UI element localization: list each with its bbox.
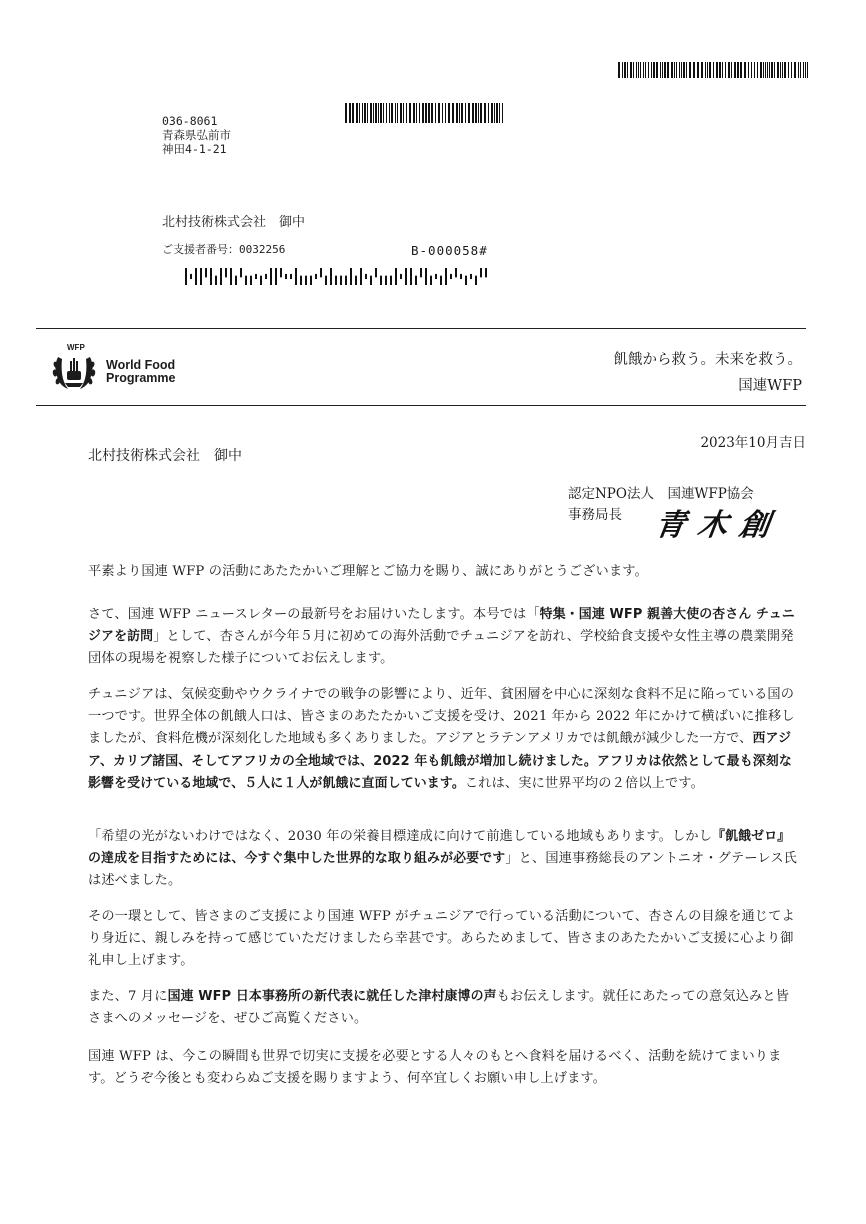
- barcode-bar: [359, 103, 360, 123]
- barcode-bar: [455, 268, 457, 277]
- barcode-bar: [400, 103, 402, 123]
- barcode-bar: [255, 274, 257, 279]
- barcode-bar: [470, 274, 472, 279]
- header-top-rule: [36, 328, 806, 329]
- barcode-bar: [767, 62, 768, 78]
- barcode-bar: [435, 274, 437, 279]
- barcode-bar: [774, 62, 775, 78]
- barcode-bar: [769, 62, 770, 78]
- barcode-bar: [705, 62, 706, 78]
- barcode-bar: [415, 276, 417, 285]
- barcode-bar: [431, 103, 433, 123]
- barcode-bar: [375, 103, 377, 123]
- barcode-bar: [800, 62, 801, 78]
- barcode-bar: [260, 276, 262, 285]
- barcode-bar: [484, 103, 486, 123]
- barcode-bar: [803, 62, 804, 78]
- barcode-bar: [648, 62, 649, 78]
- barcode-bar: [784, 62, 786, 78]
- barcode-bar: [409, 103, 411, 123]
- barcode-bar: [459, 103, 460, 123]
- barcode-bar: [728, 62, 730, 78]
- barcode-bar: [502, 103, 503, 123]
- body-segment: さて、国連 WFP ニュースレターの最新号をお届けいたします。本号では「: [88, 607, 540, 622]
- sender-organization: 認定NPO法人 国連WFP協会: [568, 486, 754, 502]
- barcode-bar: [465, 276, 467, 285]
- barcode-bar: [325, 276, 327, 285]
- barcode-bar: [618, 62, 620, 78]
- barcode-bar: [340, 276, 342, 285]
- customer-barcode: [185, 268, 488, 285]
- barcode-bar: [225, 268, 227, 277]
- postal-address: [162, 114, 231, 156]
- barcode-bar: [365, 274, 367, 279]
- barcode-bar: [716, 62, 718, 78]
- barcode-bar: [683, 62, 685, 78]
- barcode-bar: [788, 62, 789, 78]
- barcode-bar: [633, 62, 634, 78]
- barcode-bar: [771, 62, 773, 78]
- barcode-bar: [719, 62, 721, 78]
- paragraph-6: [88, 986, 802, 1030]
- barcode-bar: [480, 268, 482, 277]
- barcode-bar: [413, 103, 415, 123]
- barcode-bar: [760, 62, 762, 78]
- barcode-bar: [643, 62, 644, 78]
- barcode-bar: [475, 276, 477, 285]
- barcode-bar: [468, 103, 470, 123]
- postal-code: 036-8061: [162, 114, 218, 128]
- barcode-bar: [280, 268, 282, 277]
- paragraph-4: [88, 826, 802, 893]
- barcode-bar: [185, 268, 187, 285]
- barcode-bar: [494, 103, 495, 123]
- barcode-bar: [465, 103, 466, 123]
- barcode-bar: [765, 62, 766, 78]
- barcode-bar: [265, 274, 267, 279]
- barcode-bar: [754, 62, 755, 78]
- barcode-bar: [378, 103, 379, 123]
- emphasis-text: 国連 WFP 日本事務所の新代表に就任した津村康博の声: [167, 989, 497, 1004]
- barcode-bar: [737, 62, 739, 78]
- barcode-bar: [370, 103, 372, 123]
- barcode-bar: [722, 62, 723, 78]
- barcode-bar: [430, 276, 432, 285]
- paragraph-5: [88, 906, 802, 973]
- barcode-bar: [496, 103, 498, 123]
- body-segment: これは、実に世界平均の２倍以上です。: [464, 775, 704, 791]
- mailing-recipient: 北村技術株式会社 御中: [162, 215, 306, 230]
- address-line-1: 青森県弘前市: [162, 128, 231, 142]
- barcode-bar: [622, 62, 623, 78]
- barcode-bar: [499, 103, 500, 123]
- paragraph-7: [88, 1046, 802, 1090]
- barcode-bar: [744, 62, 746, 78]
- barcode-bar: [734, 62, 736, 78]
- emphasis-text: 特集・国連 WFP 親善大使の杏さん チュニジアを訪問: [88, 607, 795, 645]
- barcode-bar: [385, 276, 387, 285]
- logo-acronym: WFP: [67, 343, 85, 352]
- barcode-bar: [653, 62, 655, 78]
- barcode-bar: [438, 103, 440, 123]
- body-segment: また、7 月に: [88, 989, 168, 1004]
- body-segment: 「希望の光がないわけではなく、2030 年の栄養目標達成に向けて前進している地域もあります。しかし: [88, 829, 713, 844]
- barcode-bar: [472, 103, 474, 123]
- barcode-bar: [350, 268, 352, 285]
- supporter-number-row: [162, 241, 285, 257]
- barcode-bar: [416, 103, 417, 123]
- header-bottom-rule: [36, 405, 806, 406]
- barcode-bar: [419, 103, 420, 123]
- body-segment: 国連 WFP は、今この瞬間も世界で切実に支援を必要とする人々のもとへ食料を届けるべく、活動を続けてまいります。どうぞ今後とも変わらぬご支援を賜りますよう、何卒宜しくお願い申し上げます。: [88, 1049, 782, 1087]
- barcode-bar: [751, 62, 752, 78]
- barcode-bar: [200, 268, 202, 285]
- barcode-bar: [460, 274, 462, 279]
- barcode-bar: [798, 62, 799, 78]
- barcode-bar: [701, 62, 703, 78]
- barcode-bar: [777, 62, 779, 78]
- barcode-bar: [362, 103, 363, 123]
- paragraph-3: [88, 684, 802, 795]
- barcode-bar: [440, 276, 442, 285]
- sender-title: 事務局長: [568, 507, 622, 523]
- barcode-bar: [480, 103, 482, 123]
- barcode-bar: [645, 62, 646, 78]
- barcode-bar: [305, 276, 307, 285]
- barcode-bar: [190, 274, 192, 279]
- supporter-number: 0032256: [239, 243, 286, 256]
- barcode-bar: [630, 62, 632, 78]
- barcode-bar: [405, 268, 407, 285]
- barcode-bar: [709, 62, 711, 78]
- barcode-bar: [285, 274, 287, 279]
- barcode-bar: [689, 62, 691, 78]
- signature: 青木創: [653, 508, 784, 543]
- barcode-bar: [390, 276, 392, 285]
- barcode-bar: [491, 103, 493, 123]
- barcode-bar: [230, 268, 232, 285]
- barcode-bar: [475, 103, 477, 123]
- barcode-bar: [425, 103, 427, 123]
- supporter-number-label: ご支援者番号：: [162, 243, 239, 256]
- barcode-bar: [367, 103, 368, 123]
- barcode-bar: [395, 268, 397, 285]
- barcode-bar: [373, 103, 374, 123]
- barcode-bar: [345, 276, 347, 285]
- barcode-bar: [662, 62, 663, 78]
- barcode-bar: [452, 103, 454, 123]
- barcode-bar: [624, 62, 626, 78]
- barcode-bar: [375, 268, 377, 277]
- barcode-bar: [780, 62, 781, 78]
- letter-date: 2023年10月吉日: [700, 435, 806, 451]
- barcode-bar: [664, 62, 666, 78]
- barcode-bar: [370, 276, 372, 285]
- barcode-bar: [731, 62, 732, 78]
- address-barcode: [345, 103, 505, 123]
- body-segment: もお伝えします。就任にあたっての意気込みと皆さまへのメッセージを、ぜひご高覧ください。: [88, 989, 790, 1027]
- barcode-bar: [240, 268, 242, 277]
- barcode-bar: [345, 103, 347, 123]
- wfp-logo: [48, 343, 188, 393]
- barcode-bar: [763, 62, 764, 78]
- barcode-bar: [364, 103, 366, 123]
- barcode-bar: [295, 268, 297, 285]
- barcode-bar: [725, 62, 726, 78]
- barcode-bar: [485, 268, 487, 277]
- barcode-bar: [435, 103, 436, 123]
- barcode-bar: [250, 276, 252, 285]
- barcode-bar: [428, 103, 430, 123]
- barcode-bar: [791, 62, 792, 78]
- barcode-bar: [450, 274, 452, 279]
- barcode-bar: [445, 268, 447, 285]
- barcode-bar: [748, 62, 749, 78]
- barcode-bar: [627, 62, 628, 78]
- barcode-bar: [355, 276, 357, 285]
- barcode-bar: [397, 103, 398, 123]
- body-segment: 」として、杏さんが今年５月に初めての海外活動でチュニジアを訪れ、学校給食支援や女性主導の農業開発団体の現場を視察した様子についてお伝えします。: [88, 629, 794, 667]
- barcode-bar: [782, 62, 783, 78]
- barcode-bar: [740, 62, 742, 78]
- barcode-bar: [651, 62, 652, 78]
- barcode-bar: [205, 268, 207, 277]
- barcode-bar: [403, 103, 404, 123]
- reference-code: B-000058#: [411, 243, 488, 258]
- barcode-bar: [679, 62, 680, 78]
- barcode-bar: [386, 103, 387, 123]
- barcode-bar: [270, 268, 272, 285]
- barcode-bar: [310, 276, 312, 285]
- barcode-bar: [420, 268, 422, 277]
- barcode-bar: [300, 276, 302, 285]
- barcode-bar: [456, 103, 458, 123]
- barcode-bar: [681, 62, 682, 78]
- barcode-bar: [478, 103, 479, 123]
- barcode-bar: [807, 62, 808, 78]
- barcode-bar: [422, 103, 424, 123]
- barcode-bar: [330, 268, 332, 285]
- barcode-bar: [210, 268, 212, 285]
- barcode-bar: [448, 103, 450, 123]
- barcode-bar: [315, 274, 317, 279]
- barcode-bar: [356, 103, 358, 123]
- barcode-bar: [667, 62, 669, 78]
- barcode-bar: [352, 103, 354, 123]
- body-segment: チュニジアは、気候変動やウクライナでの戦争の影響により、近年、貧困層を中心に深刻な食料不足に陥っている国の一つです。世界全体の飢餓人口は、皆さまのあたたかいご支援を受け、2021 年から 2022 年にかけて横ばいに推移しましたが、食料危機が深刻化した地域も多くありました。アジアとラテンアメリカでは飢餓が減少した一方で、: [88, 687, 795, 747]
- tagline: 飢餓から救う。未来を救う。: [613, 352, 802, 368]
- barcode-bar: [713, 62, 714, 78]
- barcode-bar: [442, 103, 443, 123]
- barcode-bar: [335, 276, 337, 285]
- barcode-bar: [445, 103, 446, 123]
- barcode-bar: [805, 62, 806, 78]
- barcode-bar: [640, 62, 641, 78]
- barcode-bar: [360, 268, 362, 285]
- barcode-bar: [638, 62, 639, 78]
- barcode-bar: [400, 274, 402, 279]
- body-segment: 」と、国連事務総長のアントニオ・グテーレス氏は述べました。: [88, 851, 798, 889]
- paragraph-2: [88, 604, 802, 671]
- barcode-bar: [425, 268, 427, 285]
- paragraph-1: [88, 561, 802, 583]
- barcode-bar: [660, 62, 661, 78]
- barcode-bar: [674, 62, 675, 78]
- barcode-bar: [693, 62, 695, 78]
- barcode-bar: [636, 62, 637, 78]
- top-right-barcode: [618, 62, 808, 78]
- body-segment: その一環として、皆さまのご支援により国連 WFP がチュニジアで行っている活動について、杏さんの目線を通じてより身近に、親しみを持って感じていただけましたら幸甚です。あらためまして、皆さまのあたたかいご支援に心より御礼申し上げます。: [88, 909, 795, 969]
- barcode-bar: [235, 276, 237, 285]
- emphasis-text: 『飢餓ゼロ』の達成を目指すためには、今すぐ集中した世界的な取り組みが必要です: [88, 829, 791, 867]
- barcode-bar: [656, 62, 658, 78]
- barcode-bar: [195, 268, 197, 285]
- barcode-bar: [461, 103, 463, 123]
- barcode-bar: [391, 103, 393, 123]
- logo-line-2: Programme: [106, 371, 176, 385]
- barcode-bar: [380, 103, 382, 123]
- barcode-bar: [488, 103, 489, 123]
- barcode-bar: [245, 276, 247, 285]
- barcode-bar: [380, 276, 382, 285]
- barcode-bar: [320, 268, 322, 277]
- barcode-bar: [383, 103, 384, 123]
- barcode-bar: [671, 62, 673, 78]
- barcode-bar: [349, 103, 351, 123]
- address-line-2: 神田4-1-21: [162, 142, 227, 156]
- barcode-bar: [410, 268, 412, 285]
- emphasis-text: 西アジア、カリブ諸国、そしてアフリカの全地域では、2022 年も飢餓が増加し続けました。アフリカは依然として最も深刻な影響を受けている地域で、５人に１人が飢餓に直面しています。: [88, 731, 792, 791]
- barcode-bar: [686, 62, 687, 78]
- barcode-bar: [395, 103, 396, 123]
- barcode-bar: [406, 103, 407, 123]
- barcode-bar: [697, 62, 699, 78]
- barcode-bar: [220, 268, 222, 285]
- org-short-name: 国連WFP: [738, 378, 802, 394]
- barcode-bar: [389, 103, 390, 123]
- logo-line-1: World Food: [106, 358, 176, 372]
- body-segment: 平素より国連 WFP の活動にあたたかいご理解とご協力を賜り、誠にありがとうございます。: [88, 564, 648, 579]
- barcode-bar: [707, 62, 708, 78]
- barcode-bar: [757, 62, 758, 78]
- barcode-bar: [290, 274, 292, 279]
- barcode-bar: [676, 62, 677, 78]
- barcode-bar: [275, 268, 277, 285]
- barcode-bar: [794, 62, 796, 78]
- barcode-bar: [215, 276, 217, 285]
- letter-addressee: 北村技術株式会社 御中: [88, 448, 242, 464]
